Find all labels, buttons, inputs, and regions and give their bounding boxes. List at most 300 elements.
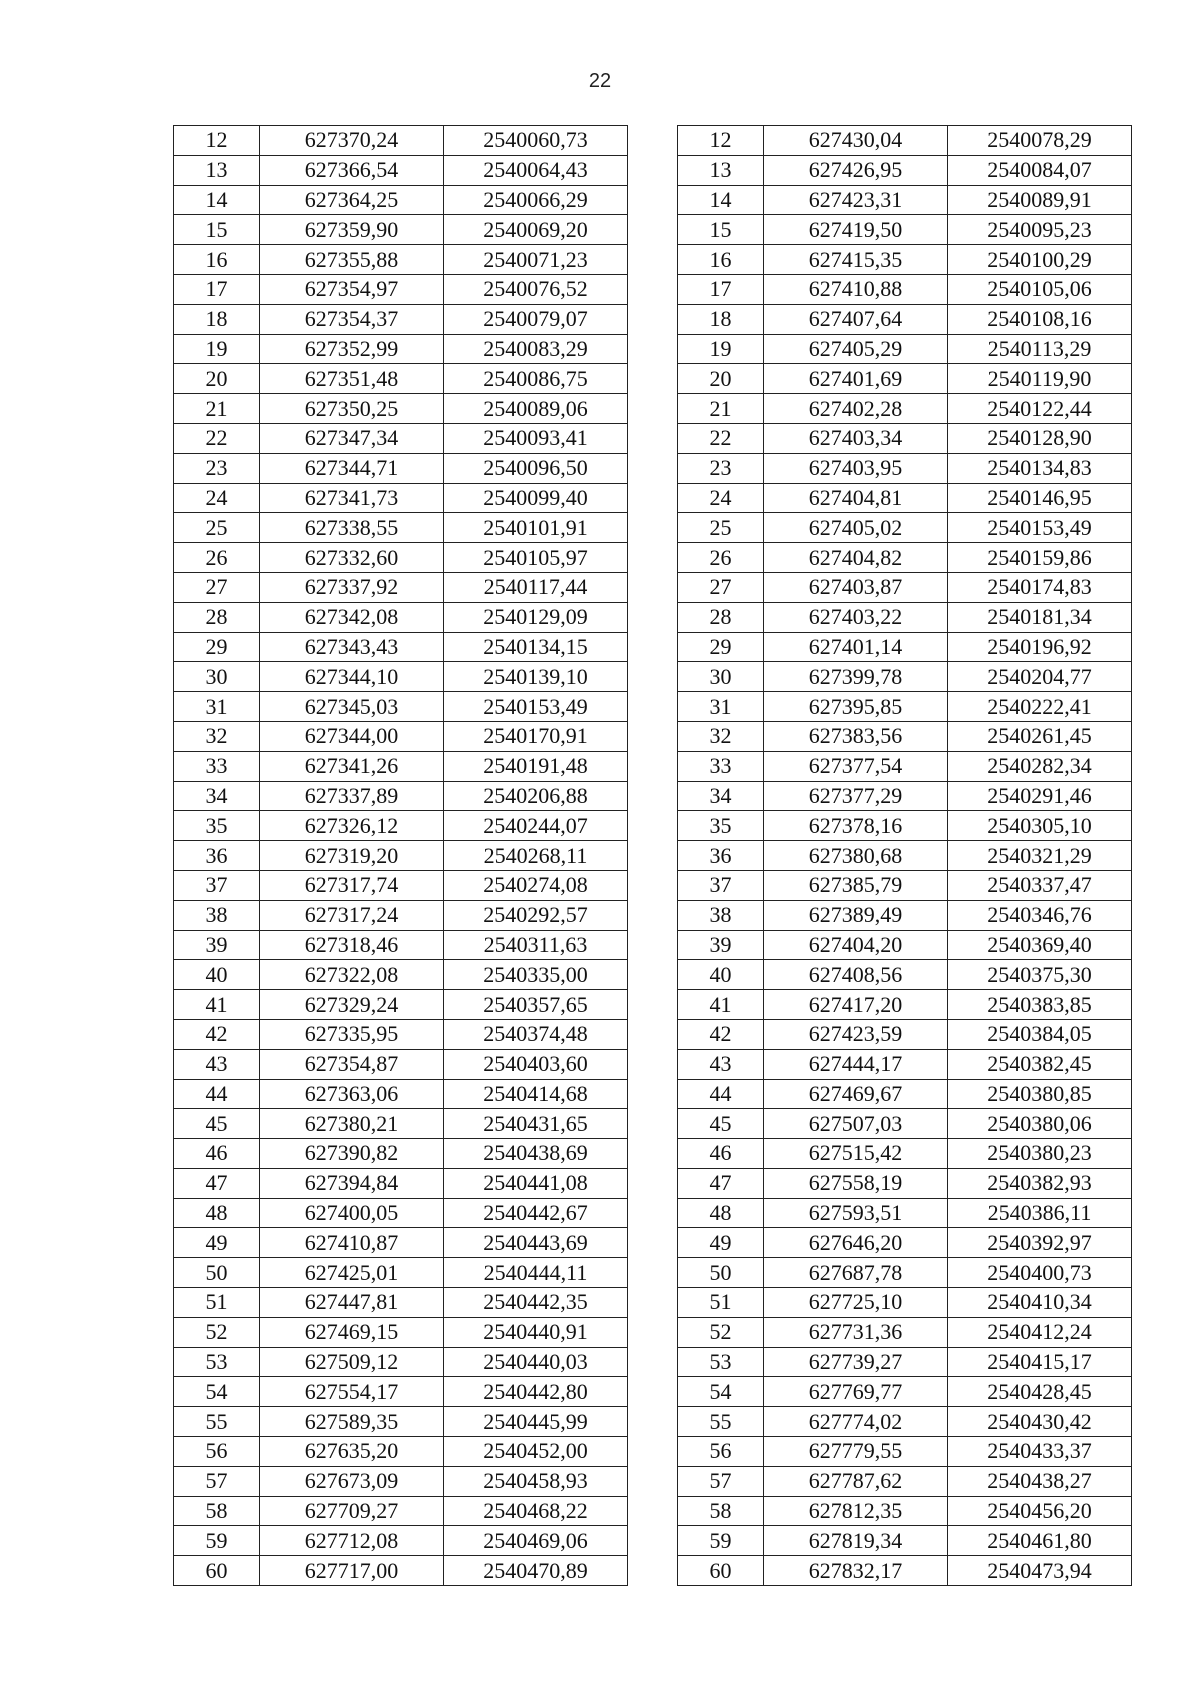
- empty-separator-cell: [628, 304, 678, 334]
- point-number-right: 19: [678, 334, 764, 364]
- table-row: [174, 334, 1132, 364]
- y-coordinate-left: 2540274,08: [444, 870, 628, 900]
- y-coordinate-right: 2540456,20: [948, 1496, 1132, 1526]
- x-coordinate-left: 627338,55: [260, 513, 444, 543]
- table-row: [174, 751, 1132, 781]
- y-coordinate-right: 2540382,45: [948, 1049, 1132, 1079]
- table-row: [174, 1526, 1132, 1556]
- table-row: [174, 274, 1132, 304]
- point-number-left: 13: [174, 155, 260, 185]
- point-number-right: 20: [678, 364, 764, 394]
- x-coordinate-left: 627354,87: [260, 1049, 444, 1079]
- table-row: [174, 930, 1132, 960]
- y-coordinate-right: 2540337,47: [948, 870, 1132, 900]
- point-number-left: 24: [174, 483, 260, 513]
- y-coordinate-right: 2540159,86: [948, 543, 1132, 573]
- y-coordinate-right: 2540380,85: [948, 1079, 1132, 1109]
- empty-separator-cell: [628, 721, 678, 751]
- x-coordinate-left: 627322,08: [260, 960, 444, 990]
- x-coordinate-left: 627335,95: [260, 1019, 444, 1049]
- y-coordinate-right: 2540119,90: [948, 364, 1132, 394]
- point-number-right: 22: [678, 423, 764, 453]
- y-coordinate-left: 2540105,97: [444, 543, 628, 573]
- point-number-left: 36: [174, 841, 260, 871]
- table-row: [174, 1168, 1132, 1198]
- y-coordinate-left: 2540071,23: [444, 245, 628, 275]
- point-number-right: 58: [678, 1496, 764, 1526]
- y-coordinate-right: 2540400,73: [948, 1258, 1132, 1288]
- table-row: [174, 1407, 1132, 1437]
- x-coordinate-left: 627410,87: [260, 1228, 444, 1258]
- x-coordinate-left: 627370,24: [260, 126, 444, 156]
- point-number-right: 45: [678, 1109, 764, 1139]
- empty-separator-cell: [628, 572, 678, 602]
- y-coordinate-left: 2540076,52: [444, 274, 628, 304]
- table-row: [174, 662, 1132, 692]
- x-coordinate-right: 627399,78: [764, 662, 948, 692]
- empty-separator-cell: [628, 1019, 678, 1049]
- y-coordinate-left: 2540134,15: [444, 632, 628, 662]
- x-coordinate-left: 627425,01: [260, 1258, 444, 1288]
- empty-separator-cell: [628, 1496, 678, 1526]
- y-coordinate-left: 2540440,03: [444, 1347, 628, 1377]
- x-coordinate-right: 627507,03: [764, 1109, 948, 1139]
- point-number-left: 35: [174, 811, 260, 841]
- point-number-right: 50: [678, 1258, 764, 1288]
- point-number-left: 56: [174, 1437, 260, 1467]
- x-coordinate-right: 627405,29: [764, 334, 948, 364]
- x-coordinate-right: 627646,20: [764, 1228, 948, 1258]
- x-coordinate-right: 627593,51: [764, 1198, 948, 1228]
- point-number-left: 50: [174, 1258, 260, 1288]
- x-coordinate-left: 627341,26: [260, 751, 444, 781]
- y-coordinate-right: 2540128,90: [948, 423, 1132, 453]
- y-coordinate-right: 2540100,29: [948, 245, 1132, 275]
- empty-separator-cell: [628, 900, 678, 930]
- y-coordinate-right: 2540428,45: [948, 1377, 1132, 1407]
- x-coordinate-right: 627410,88: [764, 274, 948, 304]
- table-row: [174, 304, 1132, 334]
- y-coordinate-left: 2540060,73: [444, 126, 628, 156]
- x-coordinate-left: 627337,92: [260, 572, 444, 602]
- table-row: [174, 990, 1132, 1020]
- point-number-left: 55: [174, 1407, 260, 1437]
- x-coordinate-right: 627779,55: [764, 1437, 948, 1467]
- table-row: [174, 394, 1132, 424]
- y-coordinate-right: 2540473,94: [948, 1556, 1132, 1586]
- point-number-left: 25: [174, 513, 260, 543]
- x-coordinate-left: 627673,09: [260, 1466, 444, 1496]
- empty-separator-cell: [628, 990, 678, 1020]
- point-number-right: 15: [678, 215, 764, 245]
- empty-separator-cell: [628, 811, 678, 841]
- point-number-right: 23: [678, 453, 764, 483]
- x-coordinate-right: 627401,14: [764, 632, 948, 662]
- x-coordinate-left: 627366,54: [260, 155, 444, 185]
- empty-separator-cell: [628, 1466, 678, 1496]
- point-number-left: 42: [174, 1019, 260, 1049]
- y-coordinate-right: 2540105,06: [948, 274, 1132, 304]
- table-row: [174, 513, 1132, 543]
- x-coordinate-left: 627354,37: [260, 304, 444, 334]
- point-number-left: 27: [174, 572, 260, 602]
- point-number-right: 36: [678, 841, 764, 871]
- x-coordinate-left: 627469,15: [260, 1317, 444, 1347]
- x-coordinate-left: 627717,00: [260, 1556, 444, 1586]
- x-coordinate-left: 627344,10: [260, 662, 444, 692]
- x-coordinate-right: 627403,22: [764, 602, 948, 632]
- y-coordinate-left: 2540469,06: [444, 1526, 628, 1556]
- y-coordinate-left: 2540244,07: [444, 811, 628, 841]
- empty-separator-cell: [628, 1437, 678, 1467]
- y-coordinate-right: 2540153,49: [948, 513, 1132, 543]
- y-coordinate-right: 2540196,92: [948, 632, 1132, 662]
- table-row: [174, 1377, 1132, 1407]
- point-number-left: 32: [174, 721, 260, 751]
- table-row: [174, 1258, 1132, 1288]
- table-row: [174, 126, 1132, 156]
- point-number-right: 30: [678, 662, 764, 692]
- y-coordinate-left: 2540441,08: [444, 1168, 628, 1198]
- y-coordinate-left: 2540445,99: [444, 1407, 628, 1437]
- x-coordinate-left: 627344,00: [260, 721, 444, 751]
- y-coordinate-left: 2540170,91: [444, 721, 628, 751]
- y-coordinate-right: 2540430,42: [948, 1407, 1132, 1437]
- point-number-right: 26: [678, 543, 764, 573]
- y-coordinate-left: 2540335,00: [444, 960, 628, 990]
- y-coordinate-right: 2540433,37: [948, 1437, 1132, 1467]
- x-coordinate-left: 627317,24: [260, 900, 444, 930]
- point-number-right: 21: [678, 394, 764, 424]
- y-coordinate-right: 2540291,46: [948, 781, 1132, 811]
- y-coordinate-left: 2540079,07: [444, 304, 628, 334]
- y-coordinate-left: 2540311,63: [444, 930, 628, 960]
- y-coordinate-right: 2540146,95: [948, 483, 1132, 513]
- empty-separator-cell: [628, 602, 678, 632]
- table-row: [174, 1437, 1132, 1467]
- table-row: [174, 1288, 1132, 1318]
- x-coordinate-left: 627712,08: [260, 1526, 444, 1556]
- x-coordinate-right: 627389,49: [764, 900, 948, 930]
- y-coordinate-right: 2540412,24: [948, 1317, 1132, 1347]
- table-row: [174, 423, 1132, 453]
- point-number-left: 22: [174, 423, 260, 453]
- x-coordinate-left: 627326,12: [260, 811, 444, 841]
- x-coordinate-left: 627354,97: [260, 274, 444, 304]
- point-number-right: 46: [678, 1139, 764, 1169]
- point-number-right: 29: [678, 632, 764, 662]
- point-number-left: 51: [174, 1288, 260, 1318]
- empty-separator-cell: [628, 483, 678, 513]
- y-coordinate-right: 2540380,06: [948, 1109, 1132, 1139]
- x-coordinate-left: 627350,25: [260, 394, 444, 424]
- x-coordinate-right: 627395,85: [764, 692, 948, 722]
- point-number-right: 52: [678, 1317, 764, 1347]
- x-coordinate-left: 627352,99: [260, 334, 444, 364]
- x-coordinate-left: 627394,84: [260, 1168, 444, 1198]
- x-coordinate-left: 627319,20: [260, 841, 444, 871]
- empty-separator-cell: [628, 1347, 678, 1377]
- table-row: [174, 781, 1132, 811]
- y-coordinate-right: 2540410,34: [948, 1288, 1132, 1318]
- point-number-left: 15: [174, 215, 260, 245]
- point-number-right: 57: [678, 1466, 764, 1496]
- point-number-left: 21: [174, 394, 260, 424]
- table-row: [174, 1139, 1132, 1169]
- x-coordinate-left: 627355,88: [260, 245, 444, 275]
- x-coordinate-right: 627404,20: [764, 930, 948, 960]
- empty-separator-cell: [628, 1526, 678, 1556]
- empty-separator-cell: [628, 1168, 678, 1198]
- point-number-right: 55: [678, 1407, 764, 1437]
- x-coordinate-left: 627347,34: [260, 423, 444, 453]
- point-number-right: 12: [678, 126, 764, 156]
- x-coordinate-left: 627344,71: [260, 453, 444, 483]
- empty-separator-cell: [628, 1258, 678, 1288]
- point-number-left: 48: [174, 1198, 260, 1228]
- point-number-left: 26: [174, 543, 260, 573]
- y-coordinate-left: 2540468,22: [444, 1496, 628, 1526]
- point-number-right: 48: [678, 1198, 764, 1228]
- y-coordinate-right: 2540386,11: [948, 1198, 1132, 1228]
- point-number-left: 37: [174, 870, 260, 900]
- y-coordinate-left: 2540357,65: [444, 990, 628, 1020]
- x-coordinate-right: 627430,04: [764, 126, 948, 156]
- x-coordinate-right: 627469,67: [764, 1079, 948, 1109]
- table-row: [174, 632, 1132, 662]
- x-coordinate-right: 627731,36: [764, 1317, 948, 1347]
- table-row: [174, 1228, 1132, 1258]
- x-coordinate-right: 627739,27: [764, 1347, 948, 1377]
- point-number-left: 57: [174, 1466, 260, 1496]
- y-coordinate-left: 2540442,35: [444, 1288, 628, 1318]
- y-coordinate-right: 2540222,41: [948, 692, 1132, 722]
- table-row: [174, 721, 1132, 751]
- point-number-left: 23: [174, 453, 260, 483]
- y-coordinate-left: 2540191,48: [444, 751, 628, 781]
- y-coordinate-left: 2540086,75: [444, 364, 628, 394]
- point-number-right: 59: [678, 1526, 764, 1556]
- empty-separator-cell: [628, 1139, 678, 1169]
- y-coordinate-right: 2540438,27: [948, 1466, 1132, 1496]
- x-coordinate-left: 627318,46: [260, 930, 444, 960]
- table-row: [174, 900, 1132, 930]
- table-row: [174, 1049, 1132, 1079]
- point-number-left: 34: [174, 781, 260, 811]
- point-number-right: 14: [678, 185, 764, 215]
- x-coordinate-left: 627380,21: [260, 1109, 444, 1139]
- point-number-left: 43: [174, 1049, 260, 1079]
- table-row: [174, 960, 1132, 990]
- x-coordinate-right: 627423,31: [764, 185, 948, 215]
- empty-separator-cell: [628, 215, 678, 245]
- empty-separator-cell: [628, 1228, 678, 1258]
- x-coordinate-right: 627401,69: [764, 364, 948, 394]
- x-coordinate-left: 627343,43: [260, 632, 444, 662]
- y-coordinate-left: 2540153,49: [444, 692, 628, 722]
- x-coordinate-right: 627377,29: [764, 781, 948, 811]
- x-coordinate-right: 627408,56: [764, 960, 948, 990]
- point-number-right: 13: [678, 155, 764, 185]
- x-coordinate-left: 627363,06: [260, 1079, 444, 1109]
- y-coordinate-right: 2540415,17: [948, 1347, 1132, 1377]
- point-number-left: 41: [174, 990, 260, 1020]
- y-coordinate-right: 2540095,23: [948, 215, 1132, 245]
- point-number-right: 34: [678, 781, 764, 811]
- table-row: [174, 155, 1132, 185]
- empty-separator-cell: [628, 1079, 678, 1109]
- x-coordinate-left: 627329,24: [260, 990, 444, 1020]
- empty-separator-cell: [628, 632, 678, 662]
- x-coordinate-left: 627635,20: [260, 1437, 444, 1467]
- y-coordinate-right: 2540282,34: [948, 751, 1132, 781]
- point-number-right: 47: [678, 1168, 764, 1198]
- x-coordinate-left: 627709,27: [260, 1496, 444, 1526]
- point-number-right: 38: [678, 900, 764, 930]
- table-row: [174, 245, 1132, 275]
- x-coordinate-left: 627589,35: [260, 1407, 444, 1437]
- x-coordinate-right: 627380,68: [764, 841, 948, 871]
- table-row: [174, 811, 1132, 841]
- empty-separator-cell: [628, 692, 678, 722]
- x-coordinate-right: 627404,82: [764, 543, 948, 573]
- point-number-left: 33: [174, 751, 260, 781]
- y-coordinate-right: 2540369,40: [948, 930, 1132, 960]
- y-coordinate-right: 2540461,80: [948, 1526, 1132, 1556]
- point-number-left: 20: [174, 364, 260, 394]
- point-number-right: 53: [678, 1347, 764, 1377]
- y-coordinate-left: 2540442,67: [444, 1198, 628, 1228]
- point-number-left: 47: [174, 1168, 260, 1198]
- x-coordinate-right: 627515,42: [764, 1139, 948, 1169]
- point-number-left: 59: [174, 1526, 260, 1556]
- empty-separator-cell: [628, 751, 678, 781]
- y-coordinate-left: 2540374,48: [444, 1019, 628, 1049]
- y-coordinate-right: 2540382,93: [948, 1168, 1132, 1198]
- table-row: [174, 364, 1132, 394]
- x-coordinate-left: 627554,17: [260, 1377, 444, 1407]
- x-coordinate-right: 627403,34: [764, 423, 948, 453]
- point-number-left: 52: [174, 1317, 260, 1347]
- x-coordinate-right: 627404,81: [764, 483, 948, 513]
- y-coordinate-left: 2540442,80: [444, 1377, 628, 1407]
- point-number-right: 54: [678, 1377, 764, 1407]
- y-coordinate-right: 2540204,77: [948, 662, 1132, 692]
- x-coordinate-right: 627402,28: [764, 394, 948, 424]
- x-coordinate-right: 627426,95: [764, 155, 948, 185]
- table-row: [174, 692, 1132, 722]
- y-coordinate-left: 2540083,29: [444, 334, 628, 364]
- point-number-right: 33: [678, 751, 764, 781]
- point-number-left: 28: [174, 602, 260, 632]
- table-row: [174, 1317, 1132, 1347]
- point-number-left: 38: [174, 900, 260, 930]
- x-coordinate-right: 627378,16: [764, 811, 948, 841]
- point-number-left: 19: [174, 334, 260, 364]
- x-coordinate-right: 627774,02: [764, 1407, 948, 1437]
- x-coordinate-left: 627447,81: [260, 1288, 444, 1318]
- empty-separator-cell: [628, 1317, 678, 1347]
- x-coordinate-right: 627444,17: [764, 1049, 948, 1079]
- y-coordinate-left: 2540470,89: [444, 1556, 628, 1586]
- y-coordinate-right: 2540261,45: [948, 721, 1132, 751]
- empty-separator-cell: [628, 1377, 678, 1407]
- x-coordinate-left: 627317,74: [260, 870, 444, 900]
- y-coordinate-left: 2540069,20: [444, 215, 628, 245]
- table-row: [174, 453, 1132, 483]
- y-coordinate-left: 2540064,43: [444, 155, 628, 185]
- empty-separator-cell: [628, 781, 678, 811]
- x-coordinate-right: 627423,59: [764, 1019, 948, 1049]
- point-number-right: 51: [678, 1288, 764, 1318]
- point-number-right: 49: [678, 1228, 764, 1258]
- point-number-right: 18: [678, 304, 764, 334]
- y-coordinate-left: 2540403,60: [444, 1049, 628, 1079]
- x-coordinate-right: 627725,10: [764, 1288, 948, 1318]
- table-row: [174, 1347, 1132, 1377]
- x-coordinate-right: 627787,62: [764, 1466, 948, 1496]
- table-row: [174, 870, 1132, 900]
- y-coordinate-left: 2540206,88: [444, 781, 628, 811]
- empty-separator-cell: [628, 1109, 678, 1139]
- x-coordinate-right: 627383,56: [764, 721, 948, 751]
- point-number-right: 43: [678, 1049, 764, 1079]
- y-coordinate-right: 2540181,34: [948, 602, 1132, 632]
- empty-separator-cell: [628, 1198, 678, 1228]
- point-number-left: 14: [174, 185, 260, 215]
- x-coordinate-left: 627509,12: [260, 1347, 444, 1377]
- y-coordinate-left: 2540268,11: [444, 841, 628, 871]
- x-coordinate-right: 627403,87: [764, 572, 948, 602]
- coordinates-table: [173, 125, 1132, 1586]
- x-coordinate-right: 627812,35: [764, 1496, 948, 1526]
- point-number-right: 60: [678, 1556, 764, 1586]
- point-number-right: 56: [678, 1437, 764, 1467]
- point-number-right: 42: [678, 1019, 764, 1049]
- point-number-left: 60: [174, 1556, 260, 1586]
- y-coordinate-right: 2540392,97: [948, 1228, 1132, 1258]
- point-number-left: 58: [174, 1496, 260, 1526]
- point-number-left: 44: [174, 1079, 260, 1109]
- y-coordinate-right: 2540375,30: [948, 960, 1132, 990]
- point-number-left: 40: [174, 960, 260, 990]
- x-coordinate-left: 627364,25: [260, 185, 444, 215]
- empty-separator-cell: [628, 155, 678, 185]
- point-number-left: 49: [174, 1228, 260, 1258]
- x-coordinate-right: 627377,54: [764, 751, 948, 781]
- x-coordinate-right: 627558,19: [764, 1168, 948, 1198]
- x-coordinate-right: 627832,17: [764, 1556, 948, 1586]
- empty-separator-cell: [628, 930, 678, 960]
- y-coordinate-right: 2540321,29: [948, 841, 1132, 871]
- x-coordinate-left: 627351,48: [260, 364, 444, 394]
- empty-separator-cell: [628, 1556, 678, 1586]
- point-number-right: 44: [678, 1079, 764, 1109]
- x-coordinate-right: 627385,79: [764, 870, 948, 900]
- x-coordinate-left: 627332,60: [260, 543, 444, 573]
- y-coordinate-right: 2540346,76: [948, 900, 1132, 930]
- table-row: [174, 1496, 1132, 1526]
- table-row: [174, 841, 1132, 871]
- y-coordinate-right: 2540078,29: [948, 126, 1132, 156]
- x-coordinate-right: 627419,50: [764, 215, 948, 245]
- empty-separator-cell: [628, 960, 678, 990]
- x-coordinate-left: 627341,73: [260, 483, 444, 513]
- x-coordinate-right: 627687,78: [764, 1258, 948, 1288]
- empty-separator-cell: [628, 1407, 678, 1437]
- empty-separator-cell: [628, 364, 678, 394]
- y-coordinate-right: 2540134,83: [948, 453, 1132, 483]
